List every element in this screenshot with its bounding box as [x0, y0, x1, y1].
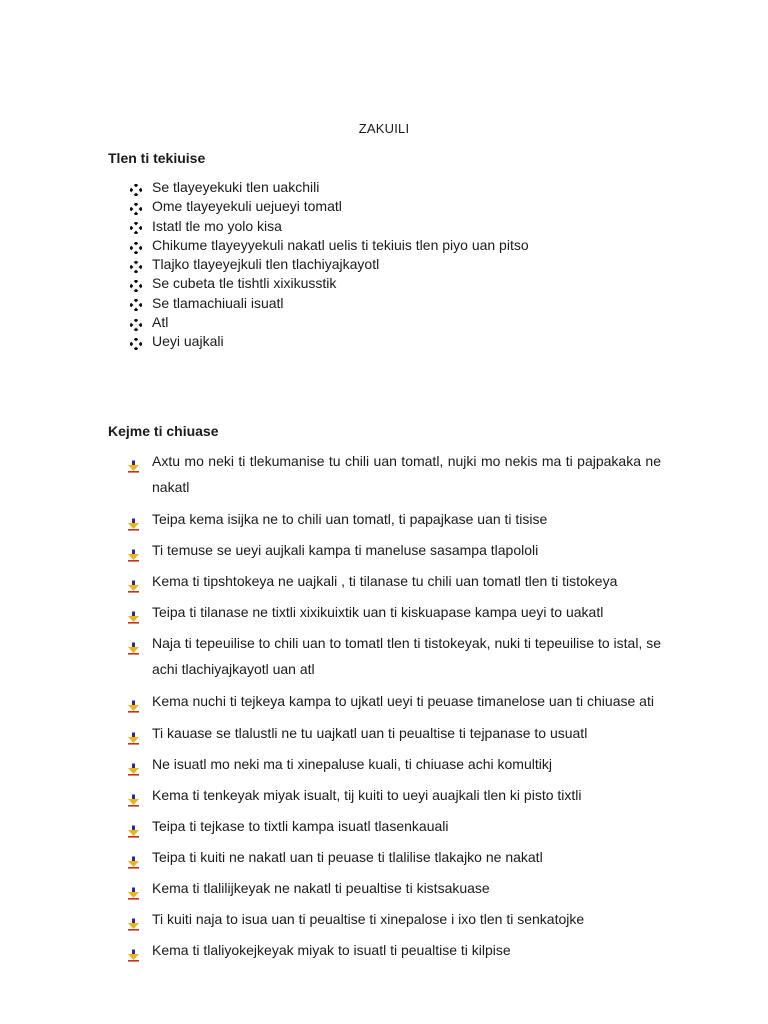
four-diamond-bullet-icon — [130, 240, 142, 252]
arrow-bullet-icon — [127, 606, 140, 619]
arrow-bullet-icon — [127, 820, 140, 833]
arrow-bullet-icon — [127, 913, 140, 926]
ingredient-item — [130, 332, 529, 351]
step-item — [127, 630, 661, 682]
arrow-bullet-icon — [127, 513, 140, 526]
ingredient-text: Ome tlayeyekuli uejueyi tomatl — [152, 198, 342, 215]
step-item — [127, 782, 661, 808]
step-item — [127, 906, 661, 932]
step-text: Kema nuchi ti tejkeya kampa to ujkatl ueyi ti peuase timanelose uan ti chiuase ati — [152, 693, 654, 709]
step-text: Naja ti tepeuilise to chili uan to tomatl tlen ti tistokeyak, nuki ti tepeuilise to istal, se achi tlachiyajkayotl uan atl — [152, 635, 661, 677]
step-item — [127, 875, 661, 901]
step-text: Teipa kema isijka ne to chili uan tomatl, ti papajkase uan ti tisise — [152, 511, 548, 527]
ingredient-text: Se cubeta tle tishtli xixikusstik — [152, 275, 337, 292]
document-title: ZAKUILI — [358, 121, 410, 136]
arrow-bullet-icon — [127, 637, 140, 650]
step-text: Kema ti tenkeyak miyak isualt, tij kuiti to ueyi auajkali tlen ki pisto tixtli — [152, 787, 582, 803]
ingredient-item — [130, 294, 529, 313]
step-text: Axtu mo neki ti tlekumanise tu chili uan tomatl, nujki mo nekis ma ti pajpakaka ne nakatl — [152, 453, 661, 495]
ingredient-text: Se tlayeyekuki tlen uakchili — [152, 179, 320, 195]
four-diamond-bullet-icon — [130, 220, 142, 232]
ingredient-item — [130, 236, 529, 255]
four-diamond-bullet-icon — [130, 297, 142, 309]
step-text: Ne isuatl mo neki ma ti xinepaluse kuali, ti chiuase achi komultikj — [152, 756, 552, 772]
step-item — [127, 599, 661, 625]
four-diamond-bullet-icon — [130, 317, 142, 329]
ingredient-item — [130, 255, 529, 274]
arrow-bullet-icon — [127, 789, 140, 802]
step-text: Ti kuiti naja to isua uan ti peualtise ti xinepalose i ixo tlen ti senkatojke — [152, 911, 585, 927]
step-item — [127, 688, 661, 714]
arrow-bullet-icon — [127, 575, 140, 588]
step-item — [127, 844, 661, 870]
four-diamond-bullet-icon — [130, 259, 142, 271]
step-item — [127, 448, 661, 500]
step-item — [127, 751, 661, 777]
ingredient-item — [130, 274, 529, 293]
ingredient-item — [130, 217, 529, 236]
arrow-bullet-icon — [127, 944, 140, 957]
ingredients-list — [130, 178, 529, 352]
step-text: Ti temuse se ueyi aujkali kampa ti maneluse sasampa tlapololi — [152, 542, 539, 558]
arrow-bullet-icon — [127, 695, 140, 708]
ingredient-text: Se tlamachiuali isuatl — [152, 294, 284, 311]
step-item — [127, 506, 661, 532]
step-text: Teipa ti tejkase to tixtli kampa isuatl tlasenkauali — [152, 818, 449, 834]
four-diamond-bullet-icon — [130, 278, 142, 290]
step-text: Teipa ti kuiti ne nakatl uan ti peuase ti tlalilise tlakajko ne nakatl — [152, 849, 543, 865]
steps-heading: Kejme ti chiuase — [108, 423, 219, 439]
step-item — [127, 813, 661, 839]
four-diamond-bullet-icon — [130, 182, 142, 194]
step-text: Kema ti tlalilijkeyak ne nakatl ti peualtise ti kistsakuase — [152, 880, 490, 896]
ingredient-text: Istatl tle mo yolo kisa — [152, 217, 282, 234]
step-text: Kema ti tipshtokeya ne uajkali , ti tilanase tu chili uan tomatl tlen ti tistokeya — [152, 573, 618, 589]
ingredient-text: Tlajko tlayeyejkuli tlen tlachiyajkayotl — [152, 256, 380, 273]
step-item — [127, 720, 661, 746]
four-diamond-bullet-icon — [130, 201, 142, 213]
step-text: Ti kauase se tlalustli ne tu uajkatl uan ti peualtise ti tejpanase to usuatl — [152, 725, 588, 741]
arrow-bullet-icon — [127, 758, 140, 771]
ingredient-text: Atl — [152, 314, 169, 331]
arrow-bullet-icon — [127, 544, 140, 557]
ingredient-item — [130, 313, 529, 332]
steps-list — [127, 448, 661, 968]
step-item — [127, 537, 661, 563]
step-item — [127, 568, 661, 594]
step-text: Teipa ti tilanase ne tixtli xixikuixtik uan ti kiskuapase kampa ueyi to uakatl — [152, 604, 604, 620]
four-diamond-bullet-icon — [130, 336, 142, 348]
ingredient-item — [130, 178, 529, 197]
step-item — [127, 937, 661, 963]
arrow-bullet-icon — [127, 882, 140, 895]
ingredients-heading: Tlen ti tekiuise — [108, 150, 206, 166]
arrow-bullet-icon — [127, 851, 140, 864]
ingredient-text: Chikume tlayeyyekuli nakatl uelis ti tekiuis tlen piyo uan pitso — [152, 236, 529, 253]
ingredient-item — [130, 197, 529, 216]
arrow-bullet-icon — [127, 455, 140, 468]
step-text: Kema ti tlaliyokejkeyak miyak to isuatl ti peualtise ti kilpise — [152, 942, 511, 958]
ingredient-text: Ueyi uajkali — [152, 333, 224, 350]
arrow-bullet-icon — [127, 727, 140, 740]
